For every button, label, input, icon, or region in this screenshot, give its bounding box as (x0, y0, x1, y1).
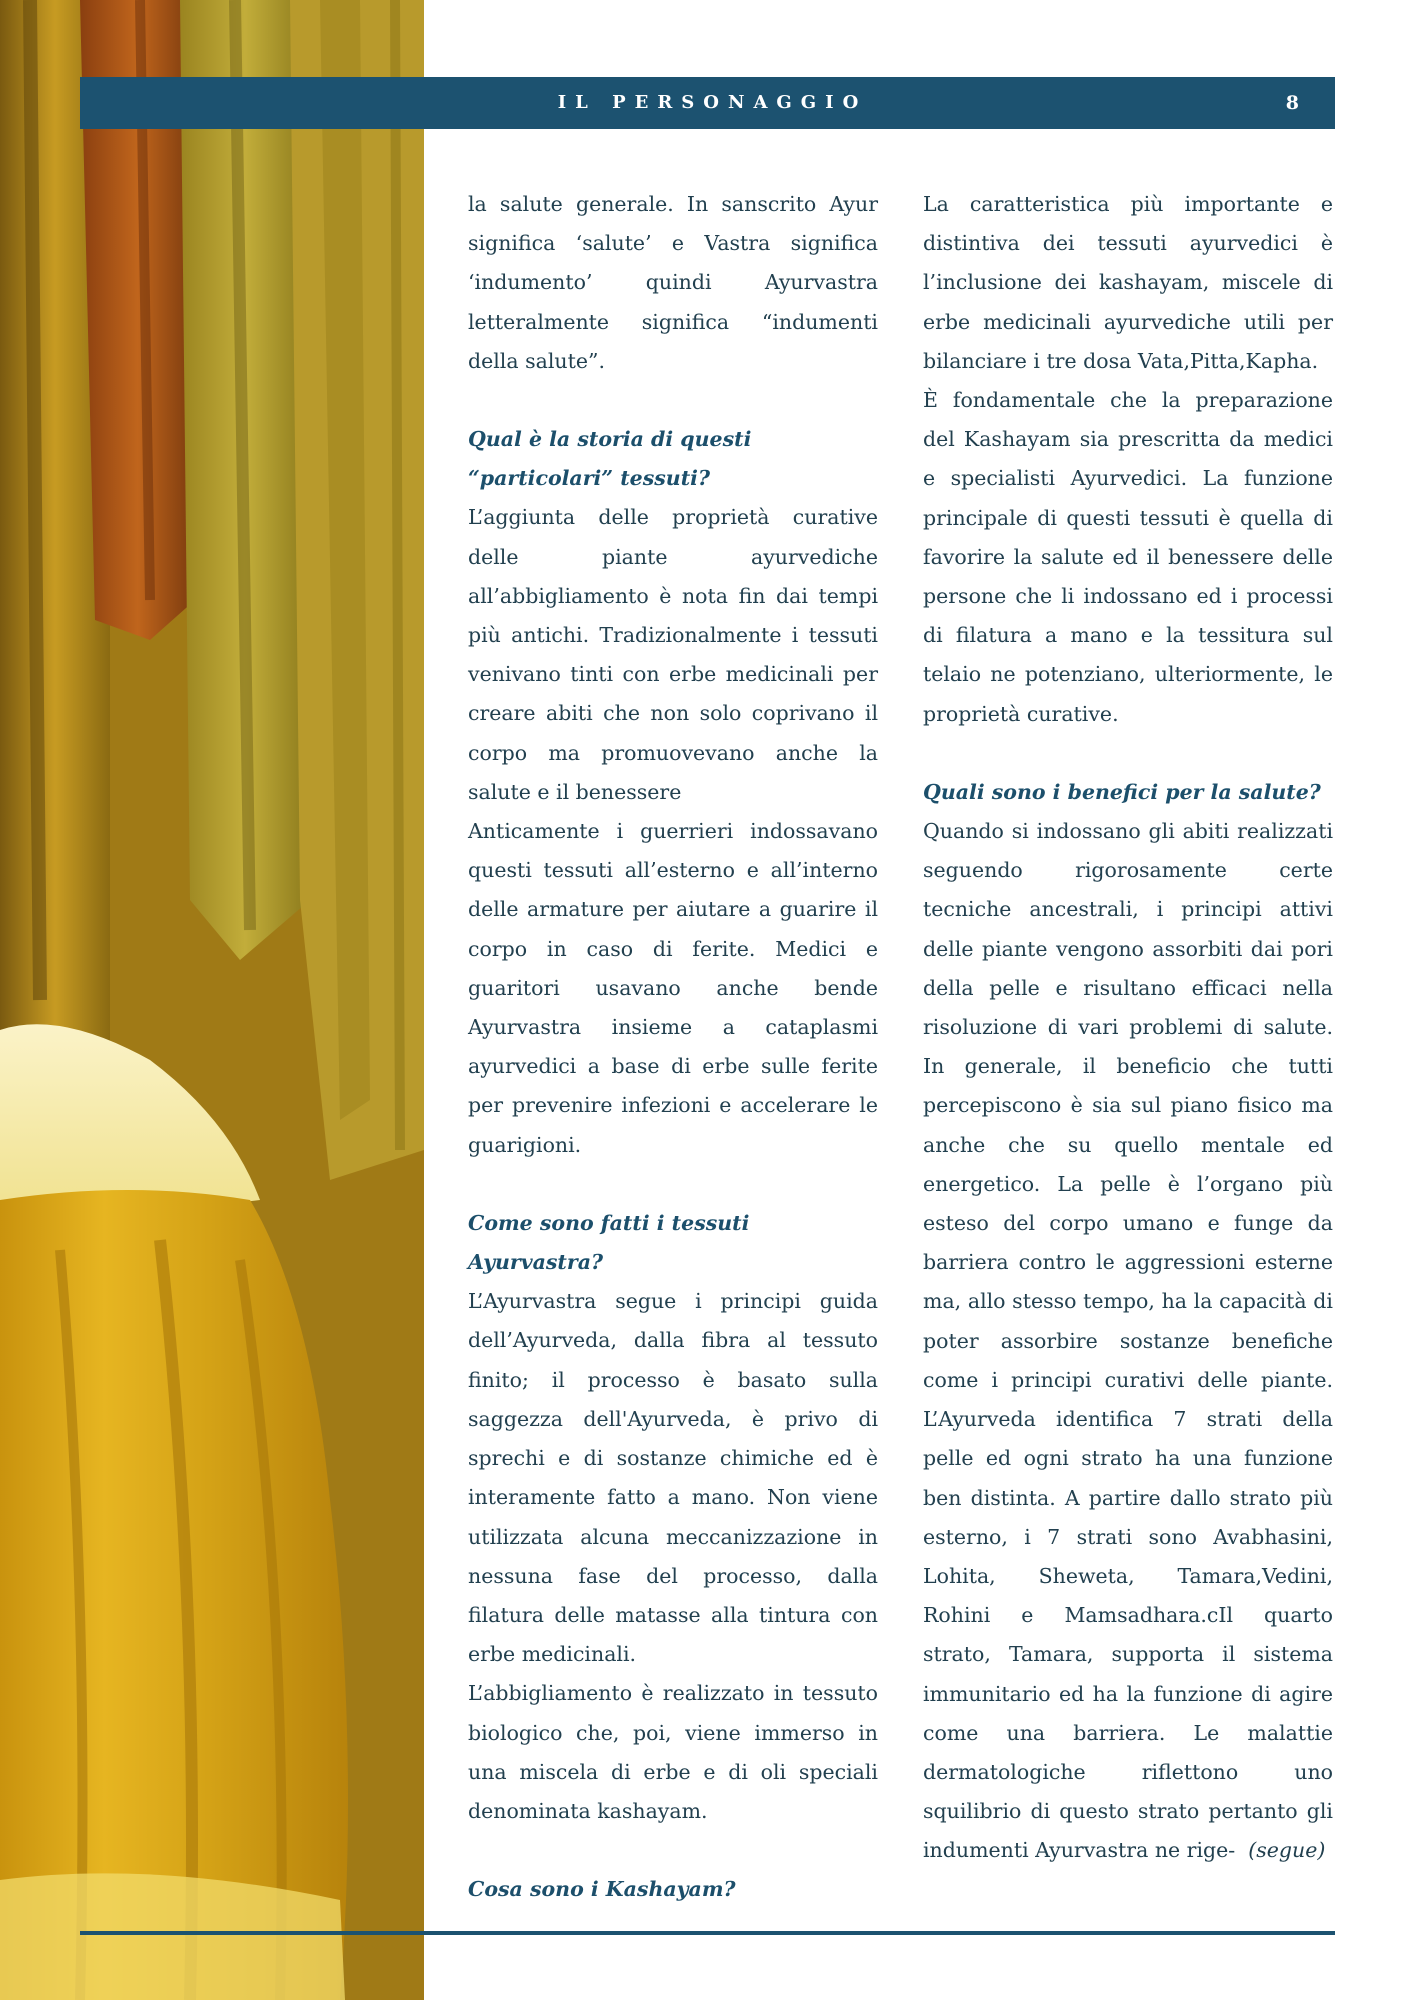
article-column-right (923, 185, 1333, 1871)
paragraph: la salute generale. In sanscrito Ayur significa ‘salute’ e Vastra significa ‘indumento’ quindi Ayurvastra letteralmente significa “indumenti della salute”. (468, 192, 878, 373)
subheading-kashayam: Cosa sono i Kashayam? (468, 1877, 736, 1902)
paragraph: La caratteristica più importante e distintiva dei tessuti ayurvedici è l’inclusione dei kashayam, miscele di erbe medicinali ayurvediche utili per bilanciare i tre dosa Vata,Pitta,Kapha. (923, 192, 1333, 373)
subheading-how-made: Come sono fatti i tessuti Ayurvastra? (468, 1210, 750, 1275)
paragraph (923, 812, 1333, 1870)
fabrics-illustration (0, 0, 424, 2000)
article-column-left (468, 185, 878, 1909)
fabrics-photo (0, 0, 424, 2000)
header-bar (80, 77, 1335, 129)
continued-label: (segue) (1248, 1838, 1326, 1863)
paragraph: È fondamentale che la preparazione del Kashayam sia prescritta da medici e specialisti Ayurvedici. La funzione principale di questi tessuti è quella di favorire la salute ed il benessere delle persone che li indossano ed i processi di filatura a mano e la tessitura sul telaio ne potenziano, ulteriormente, le proprietà curative. (923, 388, 1333, 726)
page-number: 8 (1285, 92, 1299, 114)
paragraph: L’abbigliamento è realizzato in tessuto biologico che, poi, viene immerso in una miscela di erbe e di oli speciali denominata kashayam. (468, 1681, 878, 1823)
paragraph: Anticamente i guerrieri indossavano questi tessuti all’esterno e all’interno delle armature per aiutare a guarire il corpo in caso di ferite. Medici e guaritori usavano anche bende Ayurvastra insieme a cataplasmi ayurvedici a base di erbe sulle ferite per prevenire infezioni e accelerare le guarigioni. (468, 819, 878, 1157)
paragraph-text: Quando si indossano gli abiti realizzati seguendo rigorosamente certe tecniche ancestrali, i principi attivi delle piante vengono assorbiti dai pori della pelle e risultano efficaci nella risoluzione di vari problemi di salute. In generale, il beneficio che tutti percepiscono è sia sul piano fisico ma anche che su quello mentale ed energetico. La pelle è l’organo più esteso del corpo umano e funge da barriera contro le aggressioni esterne ma, allo stesso tempo, ha la capacità di poter assorbire sostanze benefiche come i principi curativi delle piante. L’Ayurveda identifica 7 strati della pelle ed ogni strato ha una funzione ben distinta. A partire dallo strato più esterno, i 7 strati sono Avabhasini, Lohita, Sheweta, Tamara,Vedini, Rohini e Mamsadhara.cIl quarto strato, Tamara, supporta il sistema immunitario ed ha la funzione di agire come una barriera. Le malattie dermatologiche riflettono uno squilibrio di questo strato pertanto gli indumenti Ayurvastra ne rige- (923, 819, 1333, 1863)
subheading-benefits: Quali sono i benefici per la salute? (923, 779, 1321, 804)
paragraph: L’Ayurvastra segue i principi guida dell’Ayurveda, dalla fibra al tessuto finito; il processo è basato sulla saggezza dell'Ayurveda, è privo di sprechi e di sostanze chimiche ed è interamente fatto a mano. Non viene utilizzata alcuna meccanizzazione in nessuna fase del processo, dalla filatura delle matasse alla tintura con erbe medicinali. (468, 1289, 878, 1667)
paragraph: L’aggiunta delle proprietà curative delle piante ayurvediche all’abbigliamento è nota fin dai tempi più antichi. Tradizionalmente i tessuti venivano tinti con erbe medicinali per creare abiti che non solo coprivano il corpo ma promuovevano anche la salute e il benessere (468, 505, 878, 804)
section-title: IL PERSONAGGIO (557, 92, 868, 113)
subheading-history: Qual è la storia di questi “particolari” tessuti? (468, 427, 752, 491)
bottom-divider (80, 1931, 1335, 1935)
